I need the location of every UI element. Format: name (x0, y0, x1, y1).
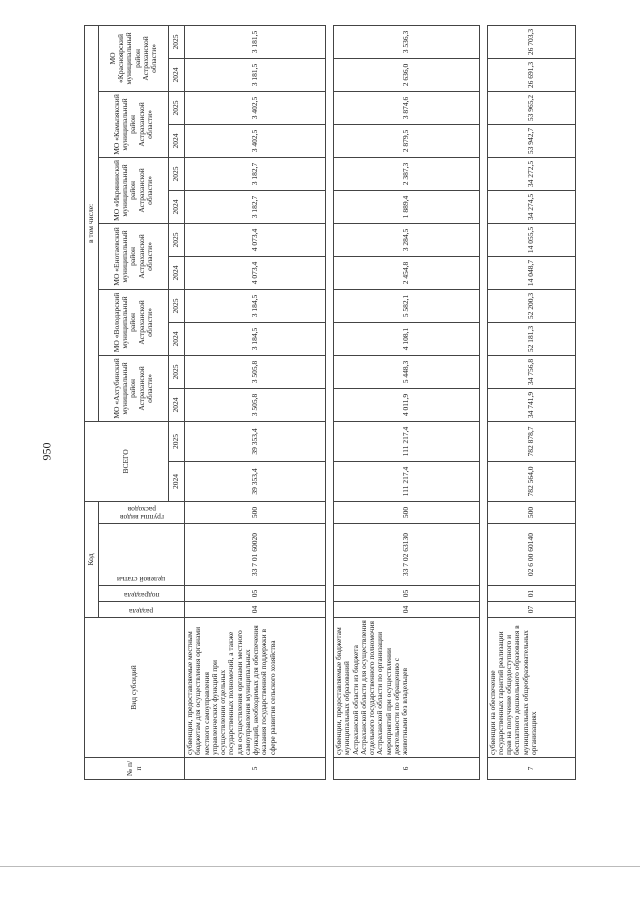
cell-value: 3 874,6 (334, 91, 480, 124)
row-section: 07 (487, 602, 575, 618)
header-total: ВСЕГО (85, 421, 169, 501)
cell-value: 3 284,5 (334, 223, 480, 256)
cell-value: 3 402,5 (185, 91, 326, 124)
cell-value: 34 756,8 (487, 355, 575, 388)
year-header: 2025 (169, 157, 185, 190)
header-district: МО «Ахтубинский муниципальный район Астраханской области» (99, 355, 169, 421)
row-description: субвенции, предоставляемые местным бюджетам для осуществления органами местного самоуправления управленческих функций при осуществлении отдельных государственных полномочий, а также для осуществления органами местного самоуправления муниципальных функций, необходимых для обеспечения оказания государственной поддержки в сфере развития сельского хозяйства (185, 618, 326, 758)
row-group: 500 (185, 501, 326, 523)
year-header: 2025 (169, 223, 185, 256)
page-number: 950 (39, 442, 54, 461)
cell-value: 2 879,5 (334, 124, 480, 157)
row-section: 04 (185, 602, 326, 618)
row-description: субвенции, предоставляемые бюджетам муниципальных образований Астраханской области из бюджета Астраханской области для осуществления отдельного государственного полномочия Астраханской области по организации мероприятий при осуществлении деятельности по обращению с животными без владельцев (334, 618, 480, 758)
rotated-table-sheet (84, 30, 576, 780)
cell-total: 111 217,4 (334, 421, 480, 461)
header-section: раздела (99, 602, 185, 618)
cell-value: 3 184,5 (185, 289, 326, 322)
cell-value: 3 182,7 (185, 157, 326, 190)
cell-value: 3 505,8 (185, 388, 326, 421)
cell-value: 26 703,3 (487, 25, 575, 58)
header-district: МО «Енотаевский муниципальный район Астраханской области» (99, 223, 169, 289)
header-including: в том числе: (85, 25, 99, 421)
year-header: 2025 (169, 91, 185, 124)
year-header: 2024 (169, 388, 185, 421)
table-row (334, 25, 480, 779)
row-number: 7 (487, 758, 575, 780)
cell-total: 111 217,4 (334, 461, 480, 501)
cell-value: 14 055,5 (487, 223, 575, 256)
page-bottom-line (0, 866, 640, 867)
year-header: 2024 (169, 190, 185, 223)
row-group: 500 (487, 501, 575, 523)
cell-value: 5 582,1 (334, 289, 480, 322)
header-subsection: подраздела (99, 586, 185, 602)
cell-value: 52 200,3 (487, 289, 575, 322)
cell-value: 2 454,8 (334, 256, 480, 289)
cell-value: 3 184,5 (185, 322, 326, 355)
cell-value: 4 073,4 (185, 256, 326, 289)
header-code: Код (85, 501, 99, 617)
year-header: 2025 (169, 421, 185, 461)
cell-value: 5 448,3 (334, 355, 480, 388)
year-header: 2025 (169, 25, 185, 58)
header-district: МО «Володарский муниципальный район Астраханской области» (99, 289, 169, 355)
cell-value: 2 636,0 (334, 58, 480, 91)
header-expense-group: группы видов расходов (99, 501, 185, 523)
cell-value: 3 402,5 (185, 124, 326, 157)
cell-value: 1 889,4 (334, 190, 480, 223)
row-subsection: 05 (185, 586, 326, 602)
cell-value: 52 181,3 (487, 322, 575, 355)
header-district: МО «Красноярский муниципальный район Астраханской области» (99, 25, 169, 91)
header-article: целевой статьи (99, 524, 185, 586)
row-group: 500 (334, 501, 480, 523)
cell-value: 34 272,5 (487, 157, 575, 190)
year-header: 2024 (169, 58, 185, 91)
table-row (185, 25, 326, 779)
cell-value: 3 182,7 (185, 190, 326, 223)
cell-value: 14 048,7 (487, 256, 575, 289)
row-subsection: 05 (334, 586, 480, 602)
header-no: № п/п (85, 758, 185, 780)
cell-value: 3 181,5 (185, 25, 326, 58)
table-row (487, 25, 575, 779)
cell-value: 53 942,7 (487, 124, 575, 157)
header-district: МО «Икрянинский муниципальный район Астраханской области» (99, 157, 169, 223)
cell-value: 34 741,9 (487, 388, 575, 421)
cell-value: 53 965,2 (487, 91, 575, 124)
row-article: 02 6 00 60140 (487, 524, 575, 586)
year-header: 2025 (169, 289, 185, 322)
row-number: 5 (185, 758, 326, 780)
row-article: 33 7 02 63130 (334, 524, 480, 586)
header-district: МО «Камызякский муниципальный район Астраханской области» (99, 91, 169, 157)
cell-value: 4 011,9 (334, 388, 480, 421)
row-description: субвенции на обеспечение государственных гарантий реализации прав на получение общедоступного и бесплатного дошкольного образования в муниципальных общеобразовательных организациях (487, 618, 575, 758)
cell-value: 4 073,4 (185, 223, 326, 256)
cell-value: 34 274,5 (487, 190, 575, 223)
cell-total: 39 353,4 (185, 421, 326, 461)
year-header: 2025 (169, 355, 185, 388)
cell-value: 3 505,8 (185, 355, 326, 388)
row-subsection: 01 (487, 586, 575, 602)
row-article: 33 7 01 60020 (185, 524, 326, 586)
row-section: 04 (334, 602, 480, 618)
header-type: Вид субсидий (85, 618, 185, 758)
cell-total: 782 878,7 (487, 421, 575, 461)
cell-total: 39 353,4 (185, 461, 326, 501)
year-header: 2024 (169, 124, 185, 157)
cell-value: 3 181,5 (185, 58, 326, 91)
year-header: 2024 (169, 461, 185, 501)
year-header: 2024 (169, 322, 185, 355)
cell-value: 3 536,3 (334, 25, 480, 58)
cell-value: 26 691,3 (487, 58, 575, 91)
cell-total: 782 564,0 (487, 461, 575, 501)
subsidies-table (84, 25, 576, 780)
row-number: 6 (334, 758, 480, 780)
cell-value: 2 387,3 (334, 157, 480, 190)
cell-value: 4 108,1 (334, 322, 480, 355)
year-header: 2024 (169, 256, 185, 289)
